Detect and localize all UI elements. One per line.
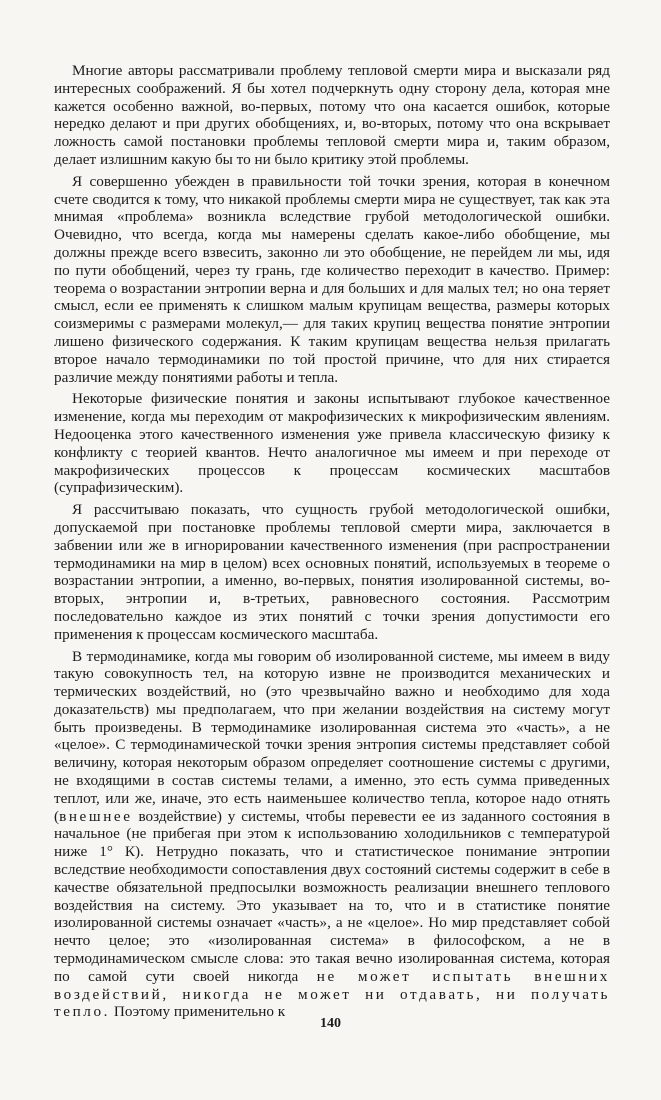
paragraph-2: Я совершенно убежден в правильности той точки зрения, которая в конечном счете сводится к тому, что никакой проблемы смерти мира не существует, так как эта мнимая «проблема» возникла вследствие грубой методологической ошибки. Очевидно, что всегда, когда мы намерены сделать какое-либо обобщение, мы должны прежде всего взвесить, законно ли это обобщение, не перейдем ли мы, идя по пути обобщений, через ту грань, где количество переходит в качество. Пример: теорема о возрастании энтропии верна и для больших и для малых тел; но она теряет смысл, если ее применять к слишком малым крупицам вещества, размеры которых соизмеримы с размерами молекул,— для таких крупиц вещества понятие энтропии лишено физического содержания. К таким крупицам вещества нельзя прилагать второе начало термодинамики по той простой причине, что для них стирается различие между понятиями работы и тепла.: [54, 172, 610, 386]
paragraph-5-part-3: Поэтому применительно к: [110, 1003, 286, 1021]
page-number: 140: [320, 1016, 341, 1031]
paragraph-5: [54, 648, 610, 1022]
emphasized-phrase-never: не может испытать внешних воздействий, никогда не может ни отдавать, ни получать тепло.: [54, 967, 610, 1021]
paragraph-4: Я рассчитываю показать, что сущность грубой методологической ошибки, допускаемой при постановке проблемы тепловой смерти мира, заключается в забвении или же в игнорировании качественного изменения (при распространении термодинамики на мир в целом) всех основных понятий, используемых в теореме о возрастании энтропии, а именно, во-первых, понятия изолированной системы, во-вторых, энтропии и, в-третьих, равновесного состояния. Рассмотрим последовательно каждое из этих понятий с точки зрения допустимости его применения к процессам космического масштаба.: [54, 501, 610, 643]
paragraph-1: Многие авторы рассматривали проблему тепловой смерти мира и высказали ряд интересных соображений. Я бы хотел подчеркнуть одну сторону дела, которая мне кажется особенно важной, во-первых, потому что она касается ошибок, которые нередко делают и при других обобщениях, и, во-вторых, потому что она вскрывает ложность самой постановки проблемы тепловой смерти мира и, таким образом, делает излишним какую бы то ни было критику этой проблемы.: [54, 62, 610, 168]
paragraph-5-part-2: воздействие) у системы, чтобы перевести ее из заданного состояния в начальное (не прибегая при этом к использованию холодильников с температурой ниже 1° К). Нетрудно показать, что и статистическое понимание энтропии вследствие необходимости сопоставления двух состояний системы содержит в себе в качестве обязательной предпосылки возможность реализации внешнего теплового воздействия на систему. Это указывает на то, что и в статистике понятие изолированной системы означает «часть», а не «целое». Но мир представляет собой нечто целое; это «изолированная система» в философском, а не в термодинамическом смысле слова: это такая вечно изолированная система, которая по самой сути своей никогда: [54, 807, 610, 985]
emphasized-word-external: внешнее: [59, 807, 133, 825]
paragraph-3: Некоторые физические понятия и законы испытывают глубокое качественное изменение, когда мы переходим от макрофизических к микрофизическим явлениям. Недооценка этого качественного изменения уже привела классическую физику к конфликту с теорией квантов. Нечто аналогичное мы имеем и при переходе от макрофизических процессов к процессам космических масштабов (супрафизическим).: [54, 390, 610, 497]
body-text: [54, 62, 610, 1025]
paragraph-5-part-1: В термодинамике, когда мы говорим об изолированной системе, мы имеем в виду такую совокупность тел, на которую извне не производится механических и термических воздействий, но (это чрезвычайно важно и необходимо для хода доказательств) мы предполагаем, что при желании воздействия на систему могут быть произведены. В термодинамике изолированная система это «часть», а не «целое». С термодинамической точки зрения энтропия системы представляет собой величину, которая некоторым образом определяет соотношение системы с другими, не входящими в состав системы телами, а именно, это есть сумма приведенных теплот, или же, иначе, это есть наименьшее количество тепла, которое надо отнять (: [54, 647, 610, 825]
